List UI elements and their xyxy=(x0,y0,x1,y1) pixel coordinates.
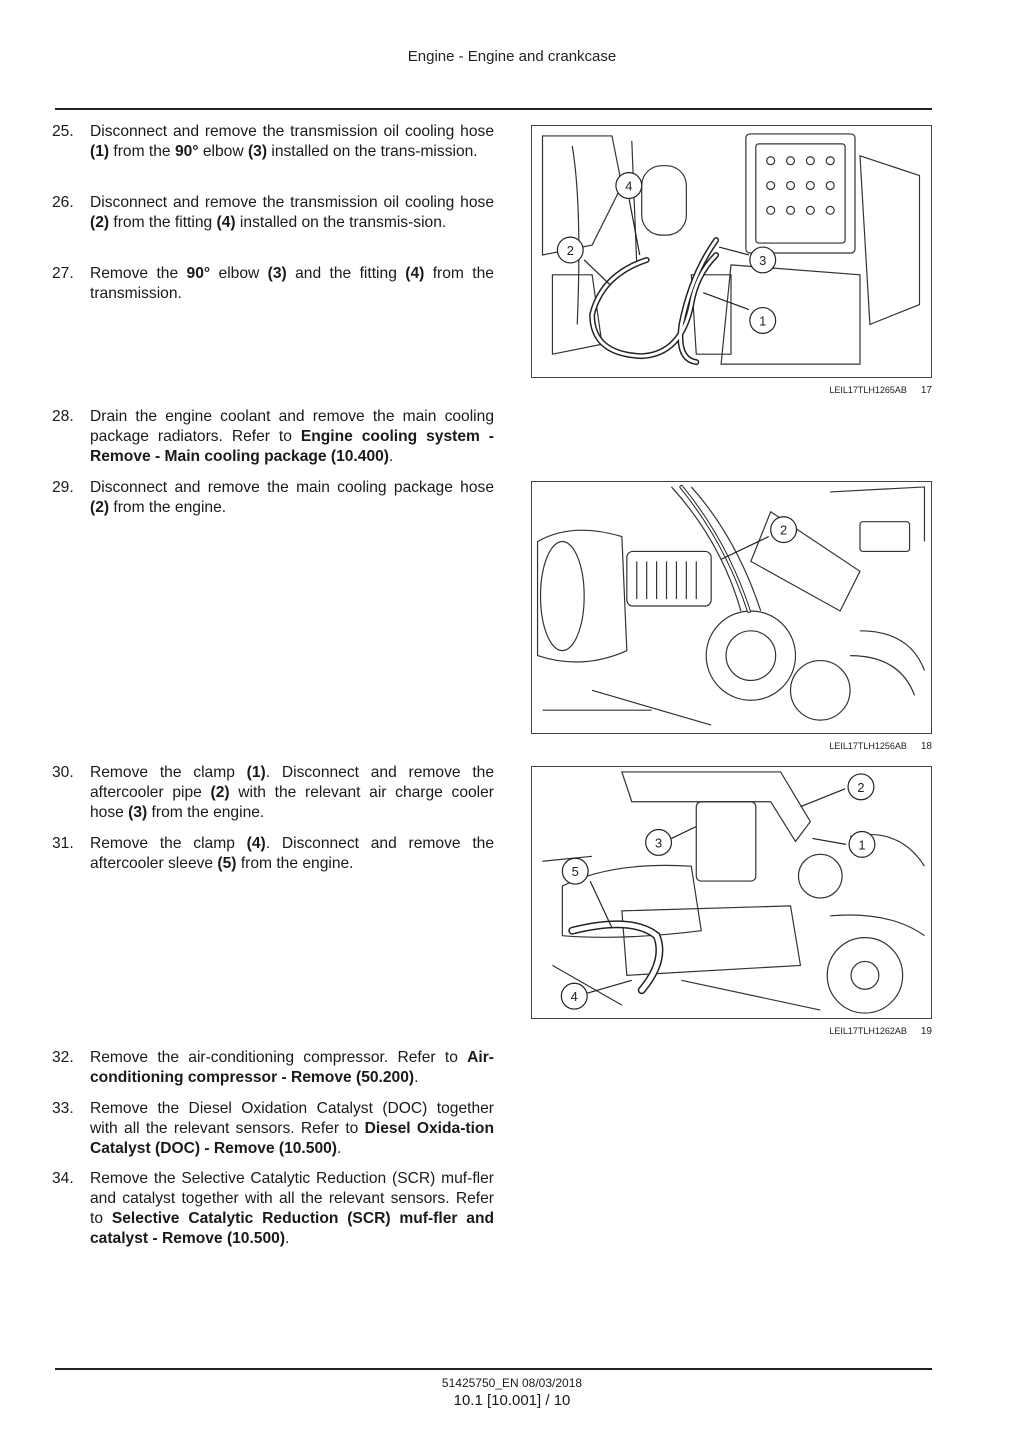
step-26 xyxy=(52,193,494,233)
figure-18-caption xyxy=(829,741,932,752)
step-27 xyxy=(52,264,494,304)
step-32 xyxy=(52,1048,494,1088)
step-text-run: . xyxy=(414,1069,419,1086)
footer-document-id: 51425750_EN 08/03/2018 xyxy=(441,1376,583,1390)
step-text xyxy=(90,122,494,162)
figure-code: LEIL17TLH1265AB xyxy=(829,385,907,395)
callout-2: 2 xyxy=(566,242,574,258)
step-text-run: Remove the clamp xyxy=(90,835,247,852)
step-text-run: Remove the xyxy=(90,265,187,282)
step-text-run: . Disconnect and remove the aftercooler sleeve xyxy=(90,835,494,872)
step-25 xyxy=(52,122,494,162)
step-text-run: installed on the trans-mission. xyxy=(267,143,478,160)
step-28 xyxy=(52,407,494,467)
step-text xyxy=(90,193,494,233)
figure-code: LEIL17TLH1256AB xyxy=(829,741,907,751)
step-text-run: Disconnect and remove the transmission oil cooling hose xyxy=(90,123,494,140)
step-text-bold: Engine cooling system - Remove - Main cooling package (10.400) xyxy=(90,428,494,465)
step-text-bold: (1) xyxy=(90,143,110,160)
step-33 xyxy=(52,1099,494,1159)
step-text-run: elbow xyxy=(198,143,248,160)
callout-3: 3 xyxy=(654,835,663,851)
step-text-run: from the xyxy=(109,143,175,160)
step-text-bold: Selective Catalytic Reduction (SCR) muf-fler and catalyst - Remove (10.500) xyxy=(90,1210,495,1247)
figure-19-aftercooler xyxy=(531,766,932,1019)
step-text xyxy=(90,763,494,823)
step-text xyxy=(90,478,494,518)
step-text-bold: (3) xyxy=(267,265,287,282)
step-text-run: Disconnect and remove the main cooling package hose xyxy=(90,479,494,496)
step-text-bold: (5) xyxy=(217,855,237,872)
step-text-run: Remove the air-conditioning compressor. Refer to xyxy=(90,1049,468,1066)
step-text-bold: 90° xyxy=(174,143,199,160)
callout-1: 1 xyxy=(759,313,767,329)
figure-17-caption xyxy=(829,385,932,396)
step-text-run: from the engine. xyxy=(147,804,265,821)
step-number: 26. xyxy=(52,194,74,211)
figure-19-caption xyxy=(829,1026,932,1037)
step-text xyxy=(90,834,494,874)
step-text xyxy=(90,264,494,304)
callout-1: 1 xyxy=(858,837,866,853)
step-number: 27. xyxy=(52,265,74,282)
step-text-bold: (1) xyxy=(246,764,266,781)
step-number: 33. xyxy=(52,1100,74,1117)
step-number: 25. xyxy=(52,123,74,140)
step-29 xyxy=(52,478,494,518)
step-text-run: Remove the clamp xyxy=(90,764,247,781)
figure-17-illustration xyxy=(532,126,931,377)
step-text-run: from the engine. xyxy=(236,855,354,872)
step-number: 30. xyxy=(52,764,74,781)
step-text-run: installed on the transmis-sion. xyxy=(235,214,447,231)
step-text-bold: (4) xyxy=(405,265,425,282)
figure-number: 18 xyxy=(920,741,932,752)
step-text-run: . xyxy=(336,1140,342,1157)
callout-5: 5 xyxy=(571,864,579,880)
figure-18-illustration xyxy=(532,482,931,733)
step-text-run: from the transmission. xyxy=(90,265,494,302)
step-text-run: elbow xyxy=(210,265,268,282)
step-text xyxy=(90,1099,494,1159)
step-text-bold: 90° xyxy=(186,265,211,282)
step-text-bold: (2) xyxy=(90,214,110,231)
figure-18-cooling-hose xyxy=(531,481,932,734)
step-text-bold: (4) xyxy=(216,214,236,231)
figure-19-illustration xyxy=(532,767,931,1018)
step-text-bold: Diesel Oxida-tion Catalyst (DOC) - Remove (10.500) xyxy=(90,1120,494,1157)
step-text-bold: (3) xyxy=(247,143,268,160)
step-text-run: from the fitting xyxy=(109,214,217,231)
figure-number: 17 xyxy=(920,385,932,396)
footer-page-number: 10.1 [10.001] / 10 xyxy=(453,1392,571,1409)
step-text-bold: (3) xyxy=(128,804,148,821)
step-text-run: Remove the Selective Catalytic Reduction (SCR) muf-fler and catalyst together with all the relevant sensors. Refer to xyxy=(90,1170,494,1227)
step-text-run: from the engine. xyxy=(109,499,227,516)
step-text xyxy=(90,1169,494,1249)
step-text-run: Disconnect and remove the transmission oil cooling hose xyxy=(90,194,494,211)
step-text xyxy=(90,407,494,467)
header-rule xyxy=(55,108,932,110)
step-number: 29. xyxy=(52,479,74,496)
step-number: 34. xyxy=(52,1170,74,1187)
callout-4: 4 xyxy=(625,178,633,194)
step-text-run: with the relevant air charge cooler hose xyxy=(90,784,494,821)
figure-17-transmission-hoses xyxy=(531,125,932,378)
step-text-run: . Disconnect and remove the aftercooler pipe xyxy=(90,764,494,801)
step-text-run: Remove the Diesel Oxidation Catalyst (DOC) together with all the relevant sensors. Refer to xyxy=(90,1100,494,1137)
step-text-run: Drain the engine coolant and remove the main cooling package radiators. Refer to xyxy=(90,408,494,445)
step-31 xyxy=(52,834,494,874)
step-text-bold: (2) xyxy=(210,784,230,801)
step-text-run: and the fitting xyxy=(286,265,406,282)
step-34 xyxy=(52,1169,494,1249)
step-text-run: . xyxy=(388,448,394,465)
page-header: Engine - Engine and crankcase xyxy=(407,48,617,65)
callout-2: 2 xyxy=(779,522,788,538)
callout-3: 3 xyxy=(759,252,767,268)
footer-rule xyxy=(55,1368,932,1370)
step-text-bold: (4) xyxy=(246,835,266,852)
figure-number: 19 xyxy=(920,1026,932,1037)
step-number: 31. xyxy=(52,835,74,852)
step-text xyxy=(90,1048,494,1088)
figure-code: LEIL17TLH1262AB xyxy=(829,1026,907,1036)
step-text-bold: (2) xyxy=(90,499,110,516)
step-text-bold: Air-conditioning compressor - Remove (50.200) xyxy=(90,1049,494,1086)
step-text-run: . xyxy=(285,1230,290,1247)
step-number: 28. xyxy=(52,408,74,425)
callout-4: 4 xyxy=(570,989,578,1005)
step-30 xyxy=(52,763,494,823)
step-number: 32. xyxy=(52,1049,74,1066)
callout-2: 2 xyxy=(857,779,865,795)
